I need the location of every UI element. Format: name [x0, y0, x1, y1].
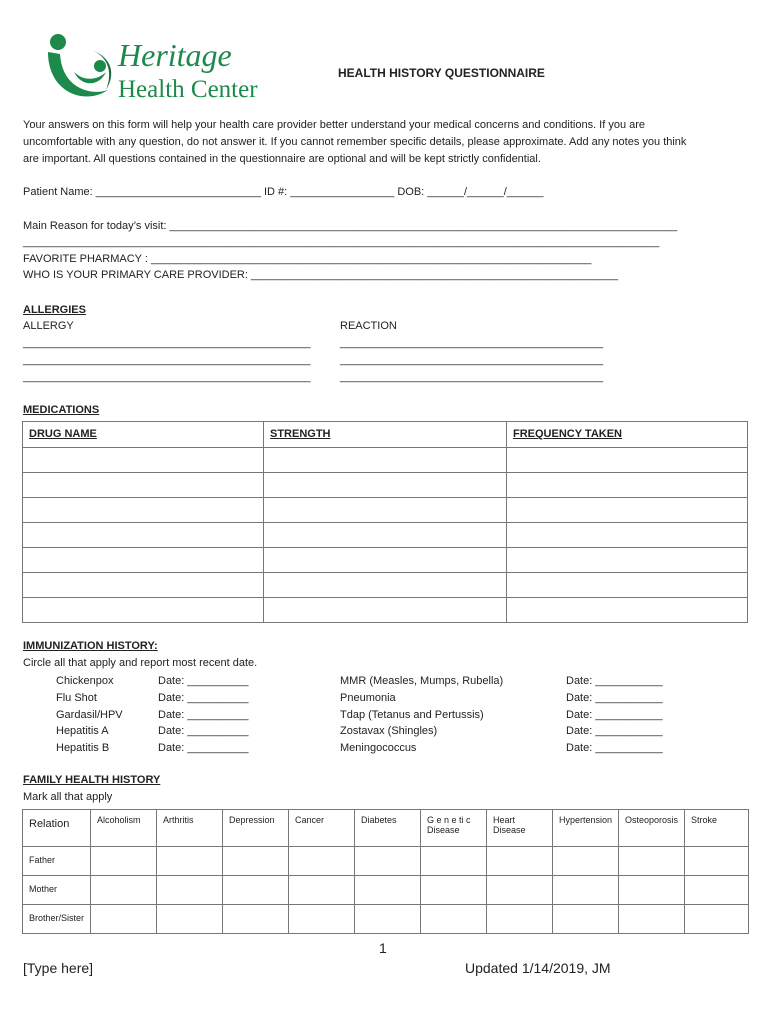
footer-left-text: [Type here] — [23, 960, 94, 976]
vaccine-date[interactable]: Date: __________ — [158, 708, 249, 721]
table-cell[interactable] — [223, 876, 289, 905]
table-cell[interactable] — [507, 523, 748, 548]
table-cell[interactable] — [355, 847, 421, 876]
vaccine-name[interactable]: Flu Shot — [56, 691, 97, 704]
table-row — [23, 573, 748, 598]
table-cell[interactable] — [223, 905, 289, 934]
table-header-row — [23, 422, 748, 448]
table-cell[interactable] — [507, 598, 748, 623]
table-cell[interactable] — [685, 905, 749, 934]
table-cell[interactable] — [685, 876, 749, 905]
table-row — [23, 548, 748, 573]
table-row — [23, 598, 748, 623]
immunization-instruction: Circle all that apply and report most recent date. — [23, 657, 258, 669]
vaccine-date[interactable]: Date: ___________ — [566, 708, 663, 721]
page-title: HEALTH HISTORY QUESTIONNAIRE — [338, 66, 545, 80]
table-cell[interactable] — [289, 847, 355, 876]
vaccine-date[interactable]: Date: __________ — [158, 725, 249, 738]
family-history-heading: FAMILY HEALTH HISTORY — [23, 774, 161, 786]
footer-updated-text: Updated 1/14/2019, JM — [465, 960, 611, 976]
table-row — [23, 473, 748, 498]
table-cell[interactable] — [91, 876, 157, 905]
table-cell[interactable] — [289, 905, 355, 934]
table-header-row — [23, 810, 749, 847]
table-row — [23, 876, 749, 905]
table-cell[interactable] — [264, 448, 507, 473]
immunization-right-names — [340, 673, 503, 757]
page-number: 1 — [379, 940, 387, 956]
table-cell[interactable] — [507, 573, 748, 598]
vaccine-name[interactable]: Chickenpox — [56, 675, 114, 687]
table-cell[interactable] — [553, 847, 619, 876]
table-cell[interactable] — [619, 876, 685, 905]
logo-mark-icon — [44, 30, 276, 110]
table-cell[interactable] — [264, 573, 507, 598]
table-cell[interactable] — [264, 598, 507, 623]
vaccine-name[interactable]: Zostavax (Shingles) — [340, 725, 438, 738]
allergy-blank-1[interactable]: _______________________________________________ — [23, 337, 311, 349]
table-cell[interactable] — [487, 876, 553, 905]
table-cell[interactable] — [355, 876, 421, 905]
table-cell[interactable] — [91, 847, 157, 876]
table-cell[interactable] — [421, 847, 487, 876]
table-cell[interactable] — [553, 876, 619, 905]
column-header-strength: STRENGTH — [264, 422, 507, 448]
vaccine-date[interactable]: Date: __________ — [158, 742, 249, 755]
relation-label: Brother/Sister — [23, 905, 91, 934]
table-cell[interactable] — [264, 498, 507, 523]
table-cell[interactable] — [553, 905, 619, 934]
table-cell[interactable] — [421, 905, 487, 934]
condition-header: Alcoholism — [91, 810, 157, 847]
visit-reason-line-2[interactable]: ________________________________________________________________________________________________________ — [23, 236, 660, 248]
pharmacy-line[interactable]: FAVORITE PHARMACY : ________________________________________________________________________ — [23, 253, 592, 265]
primary-care-line[interactable]: WHO IS YOUR PRIMARY CARE PROVIDER: ____________________________________________________________ — [23, 269, 619, 281]
condition-header: Heart Disease — [487, 810, 553, 847]
table-row — [23, 847, 749, 876]
immunization-left-dates — [158, 673, 249, 757]
column-header-drug-name: DRUG NAME — [23, 422, 264, 448]
medications-heading: MEDICATIONS — [23, 404, 100, 416]
table-cell[interactable] — [355, 905, 421, 934]
vaccine-date[interactable]: Date: ___________ — [566, 675, 663, 687]
table-cell[interactable] — [223, 847, 289, 876]
table-cell[interactable] — [91, 905, 157, 934]
vaccine-name[interactable]: Tdap (Tetanus and Pertussis) — [340, 708, 484, 721]
table-cell[interactable] — [23, 598, 264, 623]
allergy-label: ALLERGY — [23, 320, 74, 332]
table-cell[interactable] — [289, 876, 355, 905]
table-cell[interactable] — [23, 473, 264, 498]
condition-header: Hypertension — [553, 810, 619, 847]
family-history-table — [22, 809, 749, 934]
relation-header: Relation — [23, 810, 91, 847]
relation-label: Mother — [23, 876, 91, 905]
table-row — [23, 523, 748, 548]
table-cell[interactable] — [264, 548, 507, 573]
condition-header: Depression — [223, 810, 289, 847]
relation-label: Father — [23, 847, 91, 876]
table-cell[interactable] — [685, 847, 749, 876]
condition-header: Diabetes — [355, 810, 421, 847]
logo-line2: Health Center — [118, 76, 258, 103]
immunization-left-names — [56, 673, 123, 757]
medications-table — [22, 421, 748, 623]
vaccine-name[interactable]: Hepatitis B — [56, 742, 110, 755]
allergies-heading: ALLERGIES — [23, 304, 86, 316]
table-row — [23, 448, 748, 473]
heritage-logo — [44, 30, 276, 110]
table-cell[interactable] — [23, 448, 264, 473]
table-cell[interactable] — [157, 876, 223, 905]
table-cell[interactable] — [157, 847, 223, 876]
table-row — [23, 905, 749, 934]
vaccine-name[interactable]: Gardasil/HPV — [56, 708, 123, 721]
table-cell[interactable] — [507, 548, 748, 573]
immunization-heading: IMMUNIZATION HISTORY: — [23, 640, 158, 652]
table-cell[interactable] — [157, 905, 223, 934]
vaccine-date[interactable]: Date: ___________ — [566, 725, 663, 738]
vaccine-date[interactable]: Date: __________ — [158, 691, 249, 704]
table-cell[interactable] — [23, 498, 264, 523]
allergy-blank-2[interactable]: _______________________________________________ — [23, 354, 311, 366]
reaction-label: REACTION — [340, 320, 397, 332]
table-cell[interactable] — [23, 573, 264, 598]
condition-header: Cancer — [289, 810, 355, 847]
logo-line1: Heritage — [118, 37, 232, 73]
vaccine-name[interactable]: MMR (Measles, Mumps, Rubella) — [340, 675, 504, 687]
vaccine-date[interactable]: Date: ___________ — [566, 691, 663, 704]
reaction-blank-3[interactable]: ___________________________________________ — [340, 371, 604, 383]
vaccine-name[interactable]: Hepatitis A — [56, 725, 109, 738]
vaccine-date[interactable]: Date: __________ — [158, 675, 249, 687]
table-cell[interactable] — [507, 448, 748, 473]
condition-header: Osteoporosis — [619, 810, 685, 847]
vaccine-name[interactable]: Pneumonia — [340, 691, 396, 704]
condition-header: G e n e ti c Disease — [421, 810, 487, 847]
table-row — [23, 498, 748, 523]
table-cell[interactable] — [23, 548, 264, 573]
table-cell[interactable] — [487, 905, 553, 934]
allergy-blank-3[interactable]: _______________________________________________ — [23, 371, 311, 383]
column-header-frequency: FREQUENCY TAKEN — [507, 422, 748, 448]
reaction-blank-1[interactable]: ___________________________________________ — [340, 337, 604, 349]
family-history-instruction: Mark all that apply — [23, 791, 113, 803]
table-cell[interactable] — [619, 905, 685, 934]
reaction-blank-2[interactable]: ___________________________________________ — [340, 354, 604, 366]
patient-info-line[interactable]: Patient Name: ___________________________ ID #: _________________ DOB: ______/______/______ — [23, 186, 544, 198]
table-cell[interactable] — [23, 523, 264, 548]
condition-header: Arthritis — [157, 810, 223, 847]
table-cell[interactable] — [421, 876, 487, 905]
table-cell[interactable] — [507, 498, 748, 523]
table-cell[interactable] — [507, 473, 748, 498]
table-cell[interactable] — [264, 523, 507, 548]
vaccine-name[interactable]: Meningococcus — [340, 742, 417, 755]
table-cell[interactable] — [487, 847, 553, 876]
vaccine-date[interactable]: Date: ___________ — [566, 742, 663, 755]
table-cell[interactable] — [264, 473, 507, 498]
intro-paragraph: Your answers on this form will help your health care provider better understand your medical concerns and conditions. If you are uncomfortable with any question, do not answer it. If you cannot remember specific details, please approximate. Add any notes you think are important. All questions contained in the questionnaire are optional and will be kept strictly confidential. — [23, 119, 687, 165]
visit-reason-line[interactable]: Main Reason for today’s visit: ___________________________________________________________________________________ — [23, 220, 678, 232]
table-cell[interactable] — [619, 847, 685, 876]
condition-header: Stroke — [685, 810, 749, 847]
immunization-right-dates — [566, 673, 663, 757]
